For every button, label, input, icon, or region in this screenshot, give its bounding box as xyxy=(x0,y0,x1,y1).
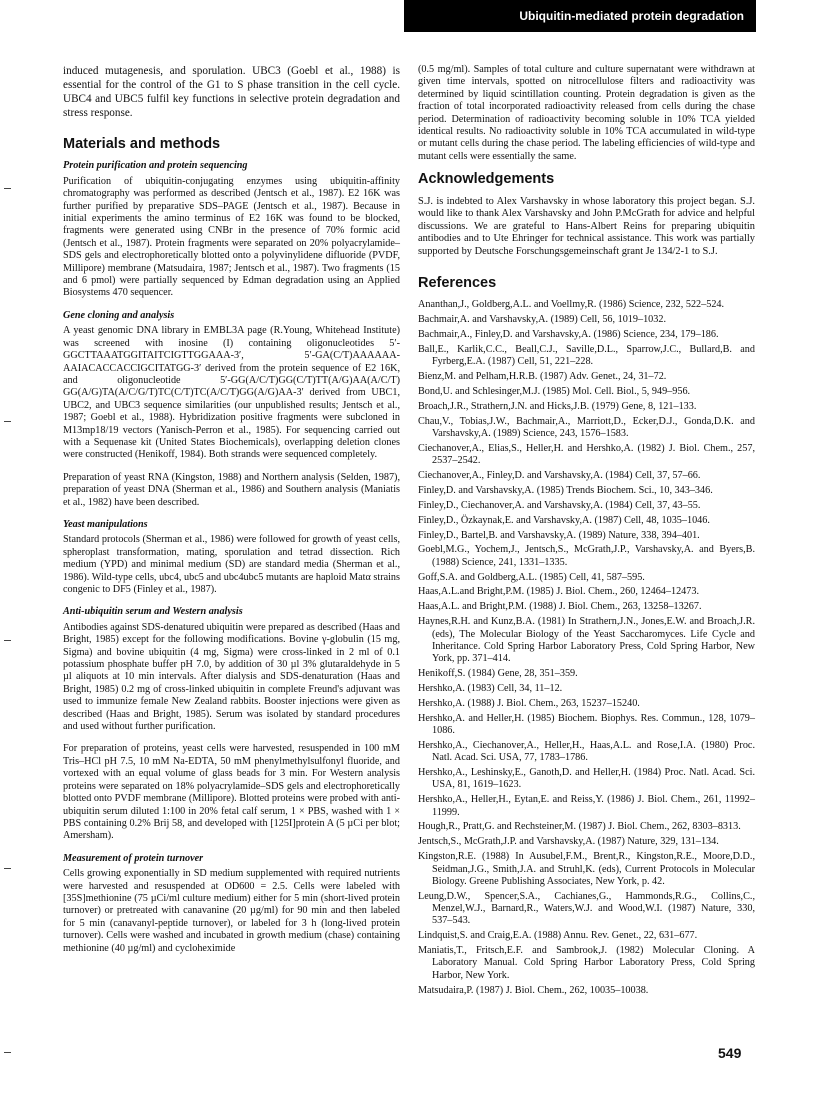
gene-cloning-text: A yeast genomic DNA library in EMBL3A page (R.Young, Whitehead Institute) was screened with inosine (I) containing oligonucleotides 5′-GGCTTAAATGGITAITCIGTTGGAAA-3′, 5′-GA(C/T)AAAAAA-AAIACACCACCIGCITATGG-3′ derived from the protein sequence of E2 16K, and oligonucleotide 5′-GG(A/C/T)GG(C/T)TT(A/G)AA(A/C/T) GG(A/G)TA(A/C/G/T)TC(C/T)TC(A/C/T)GG(A/G)AA-3′ derived from UBC1, UBC2, and UBC3 sequence similarities (our unpublished results; Jentsch et al., 1987; Goebl et al., 1988). Hybridization positive fragments were subcloned in M13mp18/19 vectors (Yanisch-Perron et al., 1985). For sequencing carried out with a Sequenase kit (United States Biochemicals), overlapping deletion clones were constructed (Henikoff, 1984). Both strands were sequenced completely. xyxy=(63,325,400,461)
reference-item: Hough,R., Pratt,G. and Rechsteiner,M. (1987) J. Biol. Chem., 262, 8303–8313. xyxy=(418,821,741,833)
protein-turnover-text: Cells growing exponentially in SD medium supplemented with required nutrients were harvested and resuspended at OD600 = 2.5. Cells were labeled with [35S]methionine (75 µCi/ml culture medium) either for 5 min (short-lived protein turnover) or pretreated with canavanine (20 µg/ml) for 90 min and then labeled for 5 min (canavanyl-peptide turnover), or labeled for 3 h (long-lived protein turnover). Cells were washed and incubated in growth medium (chase) containing methionine (40 µg/ml) and cycloheximide xyxy=(63,868,400,954)
left-column xyxy=(63,64,400,965)
rna-dna-text: Preparation of yeast RNA (Kingston, 1988) and Northern analysis (Selden, 1987), preparation of yeast DNA (Sherman et al., 1986) and Southern analysis (Maniatis et al., 1982) have been described. xyxy=(63,471,400,508)
reference-item: Bienz,M. and Pelham,H.R.B. (1987) Adv. Genet., 24, 31–72. xyxy=(418,370,667,382)
subsection-heading: Measurement of protein turnover xyxy=(63,852,204,864)
reference-item: Hershko,A., Leshinsky,E., Ganoth,D. and Heller,H. (1984) Proc. Natl. Acad. Sci. USA, 81, 1619–1623. xyxy=(418,767,755,791)
protein-purification-text: Purification of ubiquitin-conjugating enzymes using ubiquitin-affinity chromatography was performed as described (Jentsch et al., 1987). E2 16K was further purified by preparative SDS–PAGE (Jentsch et al., 1987). Because in initial experiments the amino terminus of E2 16K was found to be blocked, fragments were generated using CNBr in the presence of 70% formic acid (Jentsch et al., 1987). Protein fragments were separated on 20% polyacrylamide–SDS gels and electrophoretically blotted onto a polyvinylidene difluoride (PVDF, Millipore) membrane (Matsudaira, 1987; Jentsch et al., 1987). Two fragments (15 and 6 pmol) were partially sequenced by Edman degradation using an Applied Biosystems 470 sequencer. xyxy=(63,175,400,299)
reference-item: Haas,A.L.and Bright,P.M. (1985) J. Biol. Chem., 260, 12464–12473. xyxy=(418,586,699,598)
subsection-heading: Gene cloning and analysis xyxy=(63,309,175,321)
reference-item: Haas,A.L. and Bright,P.M. (1988) J. Biol. Chem., 263, 13258–13267. xyxy=(418,601,702,613)
reference-item: Ciechanover,A., Finley,D. and Varshavsky,A. (1984) Cell, 37, 57–66. xyxy=(418,469,701,481)
reference-item: Broach,J.R., Strathern,J.N. and Hicks,J.B. (1979) Gene, 8, 121–133. xyxy=(418,400,697,412)
reference-item: Finley,D., Bartel,B. and Varshavsky,A. (1989) Nature, 338, 394–401. xyxy=(418,529,700,541)
reference-item: Kingston,R.E. (1988) In Ausubel,F.M., Brent,R., Kingston,R.E., Moore,D.D., Seidman,J.G., Smith,J.A. and Struhl,K. (eds), Current Protocols in Molecular Biology. Greene Publishing Associates, New York, p. 42. xyxy=(418,851,755,887)
margin-mark xyxy=(4,188,11,189)
reference-item: Lindquist,S. and Craig,E.A. (1988) Annu. Rev. Genet., 22, 631–677. xyxy=(418,930,698,942)
reference-item: Henikoff,S. (1984) Gene, 28, 351–359. xyxy=(418,668,578,680)
reference-item: Jentsch,S., McGrath,J.P. and Varshavsky,A. (1987) Nature, 329, 131–134. xyxy=(418,836,719,848)
margin-mark xyxy=(4,640,11,641)
margin-mark xyxy=(4,1052,11,1053)
reference-item: Finley,D. and Varshavsky,A. (1985) Trends Biochem. Sci., 10, 343–346. xyxy=(418,484,713,496)
antiserum-text: Antibodies against SDS-denatured ubiquitin were prepared as described (Haas and Bright, 1985) except for the following modifications. Bovine γ-globulin (15 mg, Sigma) and bovine ubiquitin (4 mg, Sigma) were cross-linked in 2 ml of 0.1 potassium phosphate buffer pH 7.0, by addition of 30 µl 3% glutaraldehyde in 5 µl aliquots at 10 min intervals. After dialysis and SDS-denaturation (Haas and Bright, 1985) 0.2 mg of cross-linked ubiquitin in complete Freund's adjuvant was used to immunize female New Zealand rabbits. Booster injections were given as described (Haas and Bright, 1985). Serum was isolated by standard procedures and used without further purification. xyxy=(63,621,400,733)
reference-item: Goff,S.A. and Goldberg,A.L. (1985) Cell, 41, 587–595. xyxy=(418,571,645,583)
page-number: 549 xyxy=(718,1045,742,1061)
running-header-bar xyxy=(404,0,756,32)
reference-item: Matsudaira,P. (1987) J. Biol. Chem., 262, 10035–10038. xyxy=(418,984,649,996)
reference-item: Hershko,A., Heller,H., Eytan,E. and Reiss,Y. (1986) J. Biol. Chem., 261, 11992–11999. xyxy=(418,794,755,818)
reference-item: Hershko,A. and Heller,H. (1985) Biochem. Biophys. Res. Commun., 128, 1079–1086. xyxy=(418,712,755,736)
reference-item: Hershko,A. (1983) Cell, 34, 11–12. xyxy=(418,682,563,694)
western-text: For preparation of proteins, yeast cells were harvested, resuspended in 100 mM Tris–HCl pH 7.5, 10 mM Na-EDTA, 50 mM phenylmethylsulfonyl fluoride, and vortexed with an equal volume of glass beads for 3 min. For Western analysis proteins were separated on 18% polyacrylamide–SDS gels and electrophoretically blotted onto PVDF membrane (Millipore). Blotted proteins were probed with anti-ubiquitin serum diluted 1:100 in 20% fetal calf serum, 1 × PBS, washed with 1 × PBS containing 0.2% Brij 58, and developed with [125I]protein A (5 µCi per blot; Amersham). xyxy=(63,743,400,842)
reference-item: Bachmair,A., Finley,D. and Varshavsky,A. (1986) Science, 234, 179–186. xyxy=(418,328,719,340)
reference-item: Finley,D., Ciechanover,A. and Varshavsky,A. (1984) Cell, 37, 43–55. xyxy=(418,499,701,511)
reference-item: Hershko,A., Ciechanover,A., Heller,H., Haas,A.L. and Rose,I.A. (1980) Proc. Natl. Acad. Sci. USA, 77, 1783–1786. xyxy=(418,739,755,764)
right-column xyxy=(418,64,755,999)
margin-mark xyxy=(4,421,11,422)
reference-item: Leung,D.W., Spencer,S.A., Cachianes,G., Hammonds,R.G., Collins,C., Menzel,W.J., Barnard,R., Waters,W.J. and Wood,W.I. (1987) Nature, 330, 537–543. xyxy=(418,890,755,927)
reference-item: Bachmair,A. and Varshavsky,A. (1989) Cell, 56, 1019–1032. xyxy=(418,313,667,325)
reference-list xyxy=(418,299,755,997)
subsection-heading: Protein purification and protein sequencing xyxy=(63,160,248,172)
yeast-manipulations-text: Standard protocols (Sherman et al., 1986) were followed for growth of yeast cells, spheroplast transformation, mating, sporulation and tetrad dissection. Rich medium (YPD) and minimal medium (SD) are standard media (Sherman et al., 1986). Wild-type cells, ubc4, ubc5 and ubc4ubc5 mutants are haploid Matα strains congenic to DF5 (Finley et al., 1987). xyxy=(63,534,400,595)
subsection-heading: Anti-ubiquitin serum and Western analysis xyxy=(63,606,243,618)
reference-item: Bond,U. and Schlesinger,M.J. (1985) Mol. Cell. Biol., 5, 949–956. xyxy=(418,385,691,397)
reference-item: Ball,E., Karlik,C.C., Beall,C.J., Saville,D.L., Sparrow,J.C., Bullard,B. and Fyrberg,E.A. (1987) Cell, 51, 221–228. xyxy=(418,343,755,367)
acknowledgements-heading: Acknowledgements xyxy=(418,171,555,188)
reference-item: Chau,V., Tobias,J.W., Bachmair,A., Marriott,D., Ecker,D.J., Gonda,D.K. and Varshavsky,A. (1989) Science, 243, 1576–1583. xyxy=(418,415,755,439)
acknowledgements-text: S.J. is indebted to Alex Varshavsky in whose laboratory this project began. S.J. would like to thank Alex Varshavsky and John P.McGrath for advice and helpful discussions. We are grateful to Hans-Albert Reins for preparing ubiquitin antibodies and to Ute Ehringer for technical assistance. This work was partially supported by Deutsche Forschungsgemeinschaft grant Je 134/2-1 to S.J. xyxy=(418,195,755,258)
running-title: Ubiquitin-mediated protein degradation xyxy=(519,9,744,23)
intro-paragraph: induced mutagenesis, and sporulation. UBC3 (Goebl et al., 1988) is essential for the control of the G1 to S phase transition in the cell cycle. UBC4 and UBC5 fulfil key functions in selective protein degradation and stress response. xyxy=(63,65,400,119)
reference-item: Finley,D., Özkaynak,E. and Varshavsky,A. (1987) Cell, 48, 1035–1046. xyxy=(418,514,710,526)
materials-methods-heading: Materials and methods xyxy=(63,136,221,152)
reference-item: Maniatis,T., Fritsch,E.F. and Sambrook,J. (1982) Molecular Cloning. A Laboratory Manual. Cold Spring Harbor Laboratory Press, Cold Spring Harbor, New York. xyxy=(418,945,755,981)
turnover-continued-text: (0.5 mg/ml). Samples of total culture and culture supernatant were withdrawn at given time intervals, spotted on nitrocellulose filters and radioactivity was determined by liquid scintillation counting. Protein degradation is given as the fraction of total incorporated radioactivity released from cells during the chase period. Determination of radioactivity becoming soluble in 10% TCA yielded identical results. No radioactivity soluble in 10% TCA accumulated in wild-type or mutant cells during the chase period. The labeling efficiencies of wild-type and mutant cells were essentially the same. xyxy=(418,64,755,162)
reference-item: Goebl,M.G., Yochem,J., Jentsch,S., McGrath,J.P., Varshavsky,A. and Byers,B. (1988) Science, 241, 1331–1335. xyxy=(418,544,755,568)
margin-mark xyxy=(4,868,11,869)
references-heading: References xyxy=(418,274,497,291)
reference-item: Hershko,A. (1988) J. Biol. Chem., 263, 15237–15240. xyxy=(418,697,640,709)
reference-item: Ananthan,J., Goldberg,A.L. and Voellmy,R. (1986) Science, 232, 522–524. xyxy=(418,299,725,311)
reference-item: Haynes,R.H. and Kunz,B.A. (1981) In Strathern,J.N., Jones,E.W. and Broach,J.R. (eds), The Molecular Biology of the Yeast Saccharomyces. Life Cycle and Inheritance. Cold Spring Harbor Laboratory Press, Cold Spring Harbor, New York, pp. 371–414. xyxy=(418,616,755,665)
subsection-heading: Yeast manipulations xyxy=(63,518,148,530)
reference-item: Ciechanover,A., Elias,S., Heller,H. and Hershko,A. (1982) J. Biol. Chem., 257, 2537–2542. xyxy=(418,442,755,467)
